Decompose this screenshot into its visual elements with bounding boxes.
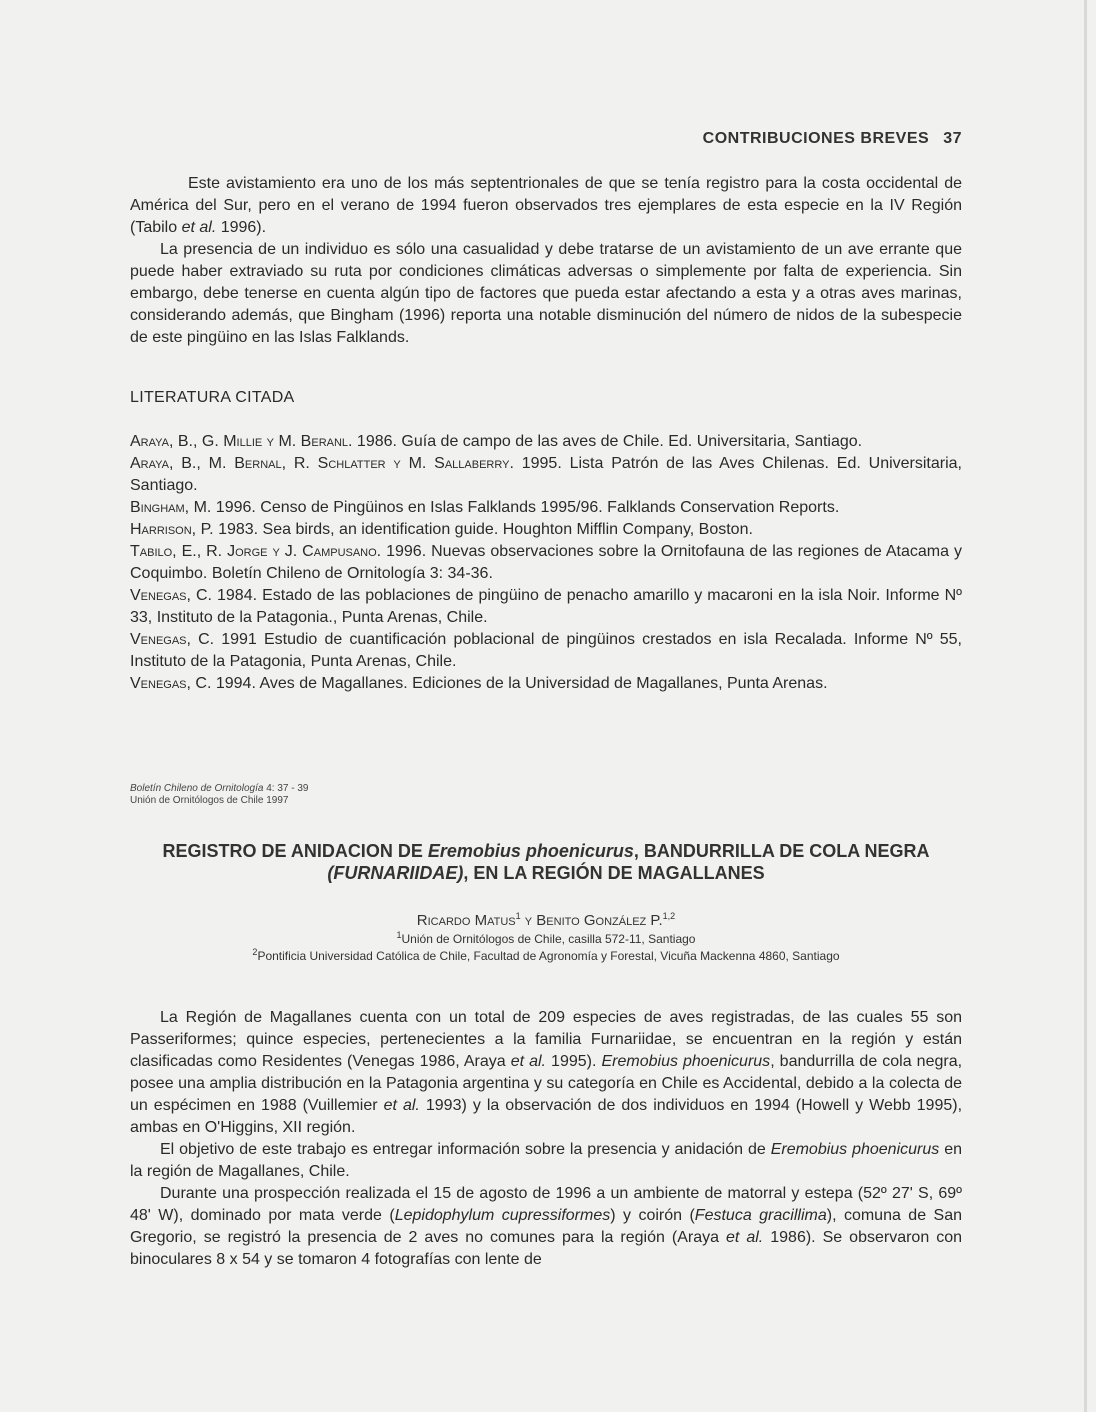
author-name: Ricardo Matus [416, 912, 516, 929]
reference-item: Venegas, C. 1984. Estado de las poblaciones de pingüino de penacho amarillo y macaroni en la isla Noir. Informe Nº 33, Instituto de la Patagonia., Punta Arenas, Chile. [130, 587, 962, 626]
journal-info [130, 783, 308, 807]
article-title: REGISTRO DE ANIDACION DE Eremobius phoenicurus, BANDURRILLA DE COLA NEGRA (FURNARIIDAE), EN LA REGIÓN DE MAGALLANES [162, 841, 930, 883]
paragraph: La Región de Magallanes cuenta con un total de 209 especies de aves registradas, de las cuales 55 son Passeriformes; quince especies, pertenecientes a la familia Furnariidae, se encuentran en la región y están clasificadas como Residentes (Venegas 1986, Araya et al. 1995). Eremobius phoenicurus, bandurrilla de cola negra, posee una amplia distribución en la Patagonia argentina y su categoría en Chile es Accidental, debido a la colecta de un espécimen en 1988 (Vuillemier et al. 1993) y la observación de dos individuos en 1994 (Howell y Webb 1995), ambas en O'Higgins, XII región. [130, 1009, 963, 1136]
reference-item: Venegas, C. 1994. Aves de Magallanes. Ediciones de la Universidad de Magallanes, Punta Arenas. [130, 675, 828, 692]
reference-item: Tabilo, E., R. Jorge y J. Campusano. 1996. Nuevas observaciones sobre la Ornitofauna de las regiones de Atacama y Coquimbo. Boletín Chileno de Ornitología 3: 34-36. [130, 543, 962, 582]
running-head [703, 130, 962, 148]
article-body [130, 1007, 962, 1271]
page-number: 37 [943, 130, 962, 147]
section-title: CONTRIBUCIONES BREVES [702, 130, 930, 147]
affiliation: $^1$Unión de Ornitólogos de Chile, casilla 572-11, Santiago [396, 930, 696, 946]
references-list [130, 431, 962, 695]
reference-item: Harrison, P. 1983. Sea birds, an identification guide. Houghton Mifflin Company, Boston. [130, 521, 753, 538]
journal-name: Boletín Chileno de Ornitología [130, 783, 264, 794]
journal-publisher: Unión de Ornitólogos de Chile 1997 [130, 795, 289, 806]
intro-section [130, 173, 962, 349]
article-authors: Ricardo Matus$^1$ y Benito González P.$^{1,2}$ [416, 911, 676, 929]
paragraph: Durante una prospección realizada el 15 de agosto de 1996 a un ambiente de matorral y estepa (52º 27' S, 69º 48' W), dominado por mata verde (Lepidophylum cupressiformes) y coirón (Festuca gracillima), comuna de San Gregorio, se registró la presencia de 2 aves no comunes para la región (Araya et al. 1986). Se observaron con binoculares 8 x 54 y se tomaron 4 fotografías con lente de [130, 1185, 963, 1268]
reference-item: Araya, B., G. Millie y M. Beranl. 1986. Guía de campo de las aves de Chile. Ed. Universitaria, Santiago. [130, 433, 863, 450]
paragraph: El objetivo de este trabajo es entregar información sobre la presencia y anidación de Eremobius phoenicurus en la región de Magallanes, Chile. [130, 1141, 962, 1180]
affiliation: $^2$Pontificia Universidad Católica de Chile, Facultad de Agronomía y Forestal, Vicuña Mackenna 4860, Santiago [252, 947, 840, 963]
paragraph: Este avistamiento era uno de los más septentrionales de que se tenía registro para la costa occidental de América del Sur, pero en el verano de 1994 fueron observados tres ejemplares de esta especie en la IV Región (Tabilo et al. 1996). [130, 175, 962, 236]
reference-item: Venegas, C. 1991 Estudio de cuantificación poblacional de pingüinos crestados en isla Recalada. Informe Nº 55, Instituto de la Patagonia, Punta Arenas, Chile. [130, 631, 962, 670]
reference-item: Bingham, M. 1996. Censo de Pingüinos en Islas Falklands 1995/96. Falklands Conservation Reports. [130, 499, 840, 516]
paragraph: La presencia de un individuo es sólo una casualidad y debe tratarse de un avistamiento de un ave errante que puede haber extraviado su ruta por condiciones climáticas adversas o simplemente por falta de experiencia. Sin embargo, debe tenerse en cuenta algún tipo de factores que pueda estar afectando a esta y a otras aves marinas, considerando además, que Bingham (1996) reporta una notable disminución del número de nidos de la subespecie de este pingüino en las Islas Falklands. [130, 241, 962, 346]
author-name: Benito González P. [536, 912, 663, 929]
literature-heading: LITERATURA CITADA [130, 389, 295, 406]
journal-volume: 4: 37 - 39 [263, 783, 309, 794]
scan-edge [1084, 0, 1087, 1412]
reference-item: Araya, B., M. Bernal, R. Schlatter y M. Sallaberry. 1995. Lista Patrón de las Aves Chilenas. Ed. Universitaria, Santiago. [130, 455, 963, 494]
